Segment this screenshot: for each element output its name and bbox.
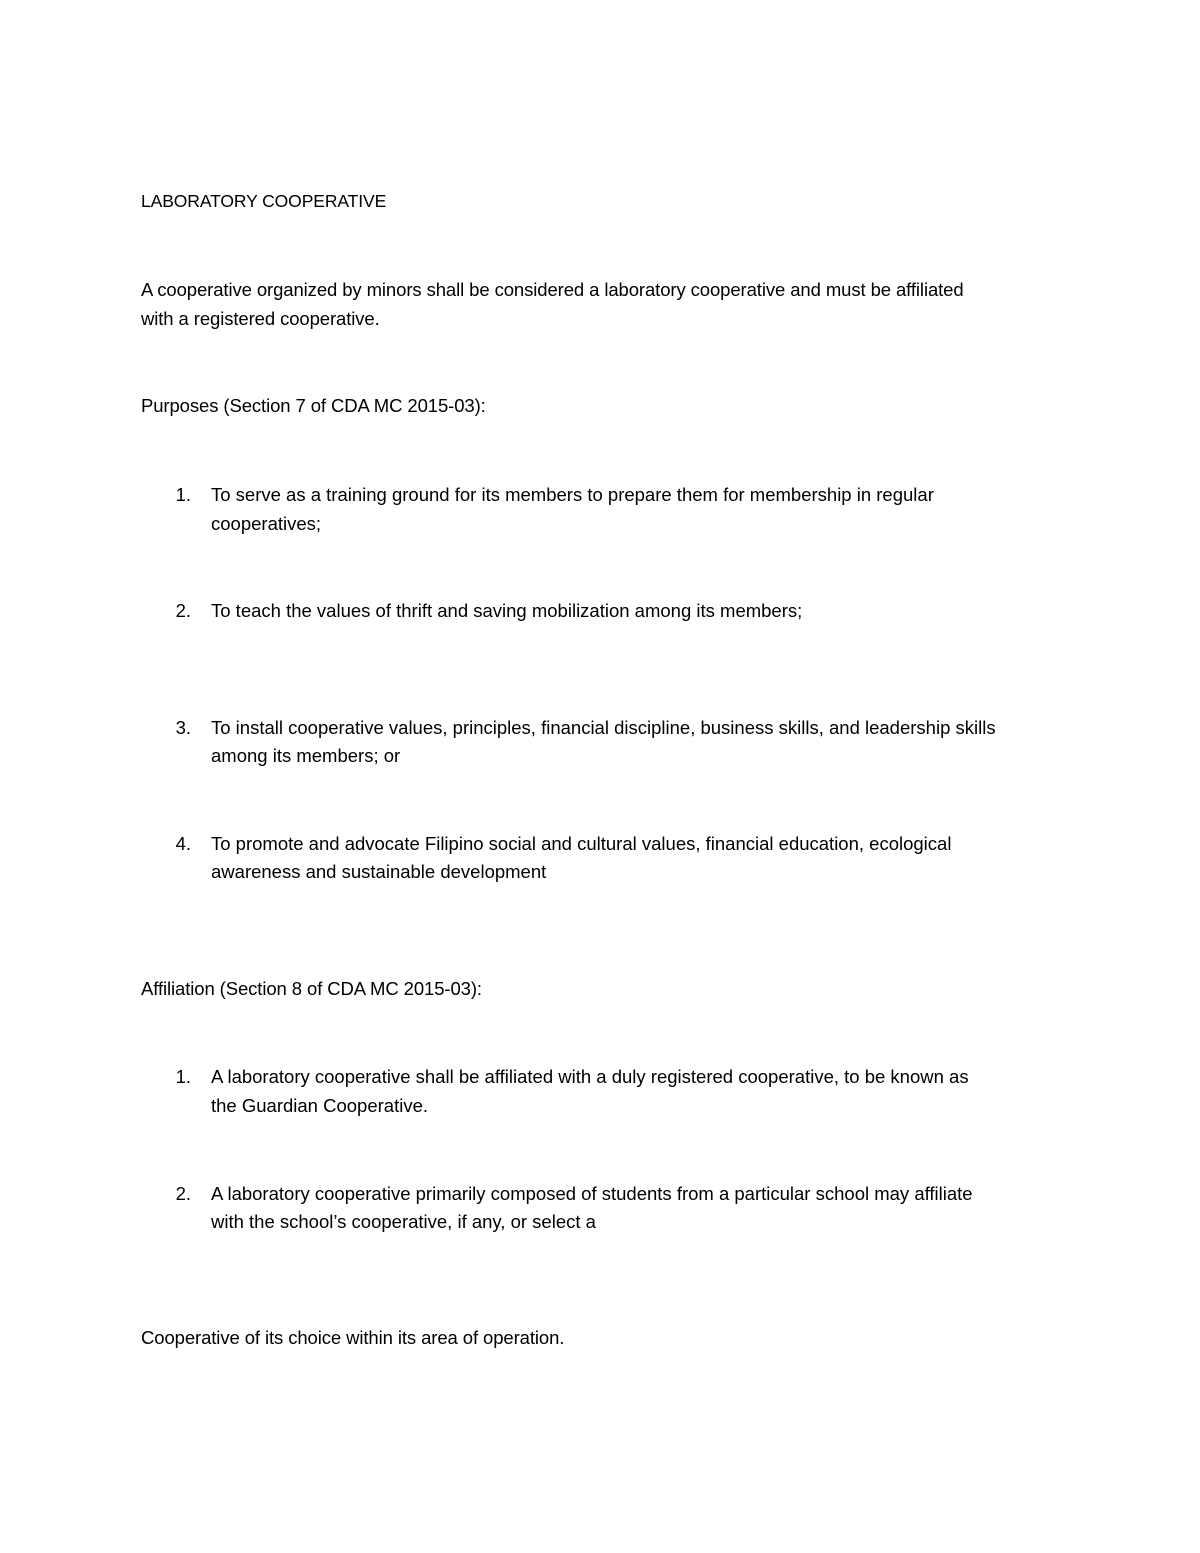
purpose-3-line-2: among its members; or bbox=[211, 745, 401, 766]
purpose-2-number: 2. bbox=[175, 600, 191, 621]
purpose-4-line-2: awareness and sustainable development bbox=[211, 861, 547, 882]
affiliation-1-number: 1. bbox=[175, 1066, 191, 1087]
purpose-4-line-1: To promote and advocate Filipino social and cultural values, financial education, ecological bbox=[211, 833, 952, 854]
purposes-heading: Purposes (Section 7 of CDA MC 2015-03): bbox=[141, 395, 486, 416]
purpose-3-line-1: To install cooperative values, principles, financial discipline, business skills, and leadership skills bbox=[211, 717, 996, 738]
purpose-3-number: 3. bbox=[175, 717, 191, 738]
affiliation-2-line-1: A laboratory cooperative primarily composed of students from a particular school may affiliate bbox=[211, 1183, 973, 1204]
affiliation-1-line-2: the Guardian Cooperative. bbox=[211, 1095, 428, 1116]
purpose-2-line-1: To teach the values of thrift and saving mobilization among its members; bbox=[211, 600, 803, 621]
affiliation-1-line-1: A laboratory cooperative shall be affiliated with a duly registered cooperative, to be known as bbox=[211, 1066, 969, 1087]
purpose-1-line-2: cooperatives; bbox=[211, 513, 322, 534]
purpose-1-number: 1. bbox=[175, 484, 191, 505]
document-title: LABORATORY COOPERATIVE bbox=[141, 191, 387, 211]
closing-text: Cooperative of its choice within its area of operation. bbox=[141, 1327, 565, 1348]
intro-line-2: with a registered cooperative. bbox=[141, 308, 380, 329]
intro-line-1: A cooperative organized by minors shall be considered a laboratory cooperative and must be affiliated bbox=[141, 279, 964, 300]
purpose-1-line-1: To serve as a training ground for its members to prepare them for membership in regular bbox=[211, 484, 934, 505]
affiliation-heading: Affiliation (Section 8 of CDA MC 2015-03): bbox=[141, 978, 482, 999]
affiliation-2-line-2: with the school’s cooperative, if any, or select a bbox=[211, 1211, 596, 1232]
affiliation-2-number: 2. bbox=[175, 1183, 191, 1204]
purpose-4-number: 4. bbox=[175, 833, 191, 854]
